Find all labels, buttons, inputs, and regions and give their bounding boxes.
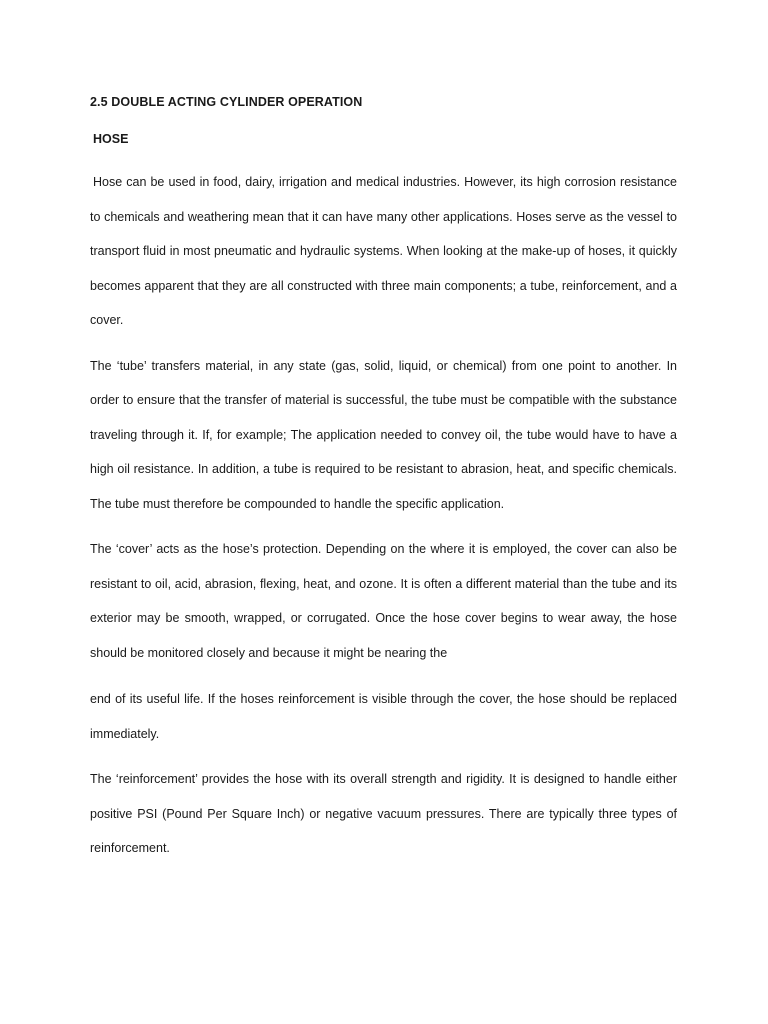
section-heading: 2.5 DOUBLE ACTING CYLINDER OPERATION xyxy=(90,95,363,109)
paragraph-reinforcement: The ‘reinforcement’ provides the hose with its overall strength and rigidity. It is designed to handle either positive PSI (Pound Per Square Inch) or negative vacuum pressures. There are typically three types of reinforcement. xyxy=(90,772,677,855)
paragraph-hose-intro: Hose can be used in food, dairy, irrigation and medical industries. However, its high corrosion resistance to chemicals and weathering mean that it can have many other applications. Hoses serve as the vessel to transport fluid in most pneumatic and hydraulic systems. When looking at the make-up of hoses, it quickly becomes apparent that they are all constructed with three main components; a tube, reinforcement, and a cover. xyxy=(90,175,677,327)
paragraph-cover: The ‘cover’ acts as the hose’s protection. Depending on the where it is employed, the cover can also be resistant to oil, acid, abrasion, flexing, heat, and ozone. It is often a different material than the tube and its exterior may be smooth, wrapped, or corrugated. Once the hose cover begins to wear away, the hose should be monitored closely and because it might be nearing the xyxy=(90,542,677,660)
document-body xyxy=(90,92,677,866)
subsection-heading: HOSE xyxy=(93,132,129,146)
paragraph-cover-continued: end of its useful life. If the hoses reinforcement is visible through the cover, the hose should be replaced immediately. xyxy=(90,692,677,741)
paragraph-tube: The ‘tube’ transfers material, in any state (gas, solid, liquid, or chemical) from one point to another. In order to ensure that the transfer of material is successful, the tube must be compatible with the substance traveling through it. If, for example; The application needed to convey oil, the tube would have to have a high oil resistance. In addition, a tube is required to be resistant to abrasion, heat, and specific chemicals. The tube must therefore be compounded to handle the specific application. xyxy=(90,358,677,511)
